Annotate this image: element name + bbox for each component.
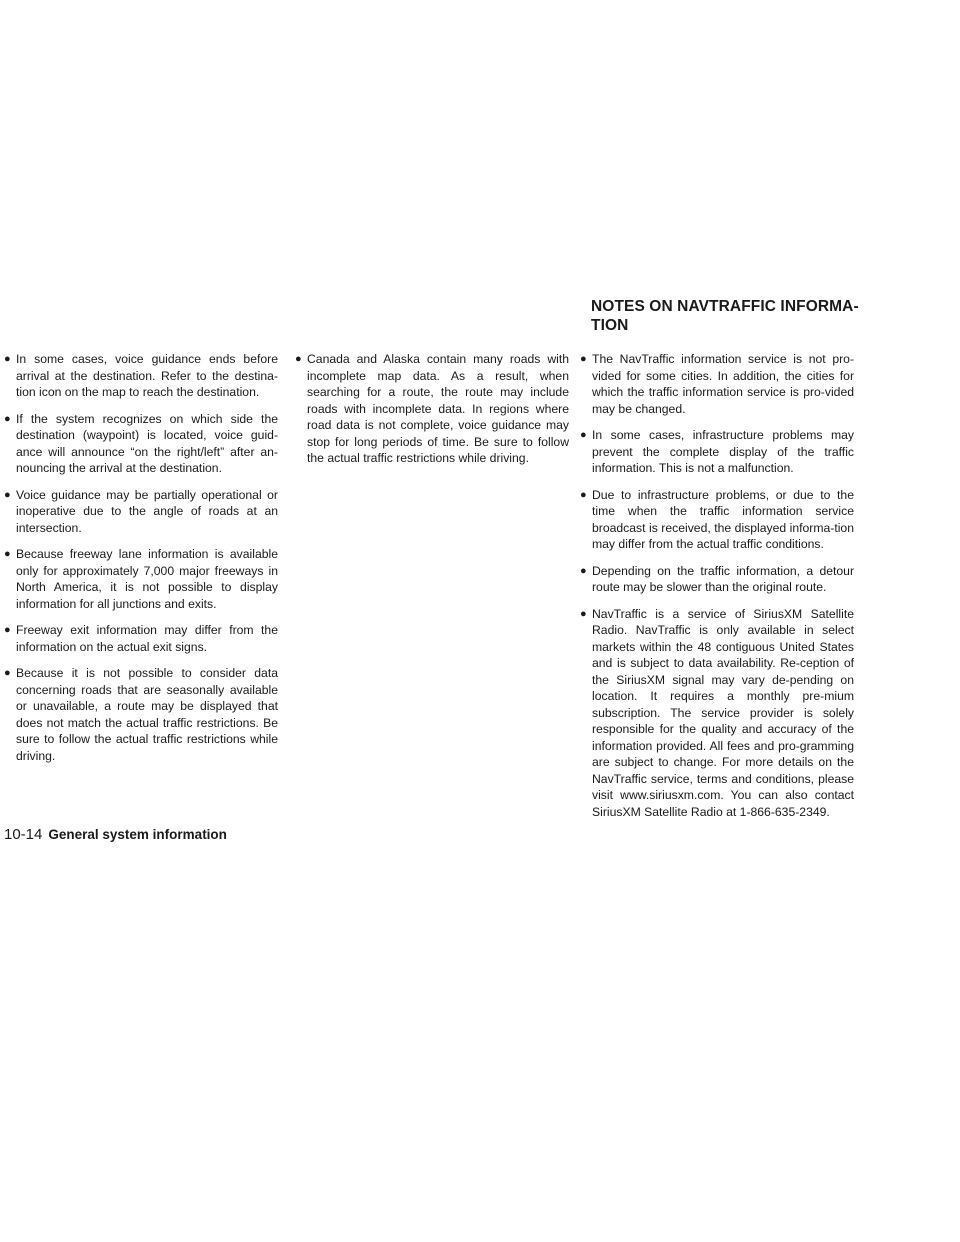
- page-footer: [4, 826, 227, 843]
- section-heading-line-1: NOTES ON NAVTRAFFIC INFORMA-: [591, 298, 859, 315]
- bullet-text: In some cases, infrastructure problems may prevent the complete display of the traffic information. This is not a malfunction.: [592, 428, 854, 475]
- bullet-item: [4, 665, 278, 764]
- bullet-icon: ●: [580, 353, 587, 365]
- bullet-list: [295, 351, 569, 467]
- bullet-text: In some cases, voice guidance ends before arrival at the destination. Refer to the destina-tion icon on the map to reach the destination.: [16, 352, 278, 399]
- bullet-item: [295, 351, 569, 467]
- bullet-item: [580, 487, 854, 553]
- bullet-list: [580, 351, 854, 820]
- bullet-text: Because it is not possible to consider data concerning roads that are seasonally available or unavailable, a route may be displayed that does not match the actual traffic restrictions. Be sure to follow the actual traffic restrictions while driving.: [16, 666, 278, 763]
- bullet-text: Freeway exit information may differ from the information on the actual exit signs.: [16, 623, 278, 654]
- bullet-item: [4, 487, 278, 537]
- section-heading-line-2: TION: [591, 317, 629, 334]
- bullet-icon: ●: [4, 624, 11, 636]
- bullet-item: [580, 351, 854, 417]
- text-column-2: [295, 351, 569, 477]
- bullet-text: Due to infrastructure problems, or due to the time when the traffic information service broadcast is received, the displayed informa-tion may differ from the actual traffic conditions.: [592, 487, 854, 551]
- text-column-1: [4, 351, 278, 774]
- bullet-item: [580, 563, 854, 596]
- bullet-item: [4, 546, 278, 612]
- page-number: 10-14: [4, 826, 43, 843]
- bullet-text: Because freeway lane information is available only for approximately 7,000 major freeways in North America, it is not possible to display information for all junctions and exits.: [16, 547, 278, 611]
- bullet-icon: ●: [295, 353, 302, 365]
- bullet-text: NavTraffic is a service of SiriusXM Satellite Radio. NavTraffic is only available in select markets within the 48 contiguous United States and is subject to data availability. Re-ception of the SiriusXM signal may vary de-pending on location. It requires a monthly pre-mium subscription. The service provider is solely responsible for the quality and accuracy of the information provided. All fees and pro-gramming are subject to change. For more details on the NavTraffic service, terms and conditions, please visit www.siriusxm.com. You can also contact SiriusXM Satellite Radio at 1-866-635-2349.: [592, 606, 854, 819]
- bullet-icon: ●: [4, 667, 11, 679]
- bullet-icon: ●: [4, 412, 11, 425]
- footer-section-title: General system information: [48, 827, 227, 842]
- bullet-text: If the system recognizes on which side the destination (waypoint) is located, voice guid-ance will announce “on the right/left” after an-nouncing the arrival at the destination.: [16, 411, 278, 475]
- bullet-item: [4, 622, 278, 655]
- bullet-icon: ●: [580, 429, 587, 441]
- bullet-list: [4, 351, 278, 764]
- bullet-text: Canada and Alaska contain many roads with incomplete map data. As a result, when searching for a route, the route may include roads with incomplete data. In regions where road data is not complete, voice guidance may stop for long periods of time. Be sure to follow the actual traffic restrictions while driving.: [307, 352, 569, 465]
- bullet-text: Voice guidance may be partially operational or inoperative due to the angle of roads at an intersection.: [16, 487, 278, 535]
- bullet-text: The NavTraffic information service is not pro-vided for some cities. In addition, the cities for which the traffic information service is pro-vided may be changed.: [592, 352, 854, 416]
- bullet-icon: ●: [4, 488, 11, 501]
- bullet-icon: ●: [4, 548, 11, 560]
- section-heading: [591, 297, 871, 335]
- text-column-3: [580, 351, 854, 830]
- bullet-text: Depending on the traffic information, a detour route may be slower than the original route.: [592, 563, 854, 594]
- bullet-item: [4, 351, 278, 401]
- bullet-icon: ●: [4, 353, 11, 365]
- bullet-icon: ●: [580, 488, 587, 501]
- bullet-icon: ●: [580, 607, 587, 620]
- bullet-icon: ●: [580, 564, 587, 577]
- bullet-item: [580, 427, 854, 477]
- bullet-item: [4, 411, 278, 477]
- bullet-item: [580, 606, 854, 821]
